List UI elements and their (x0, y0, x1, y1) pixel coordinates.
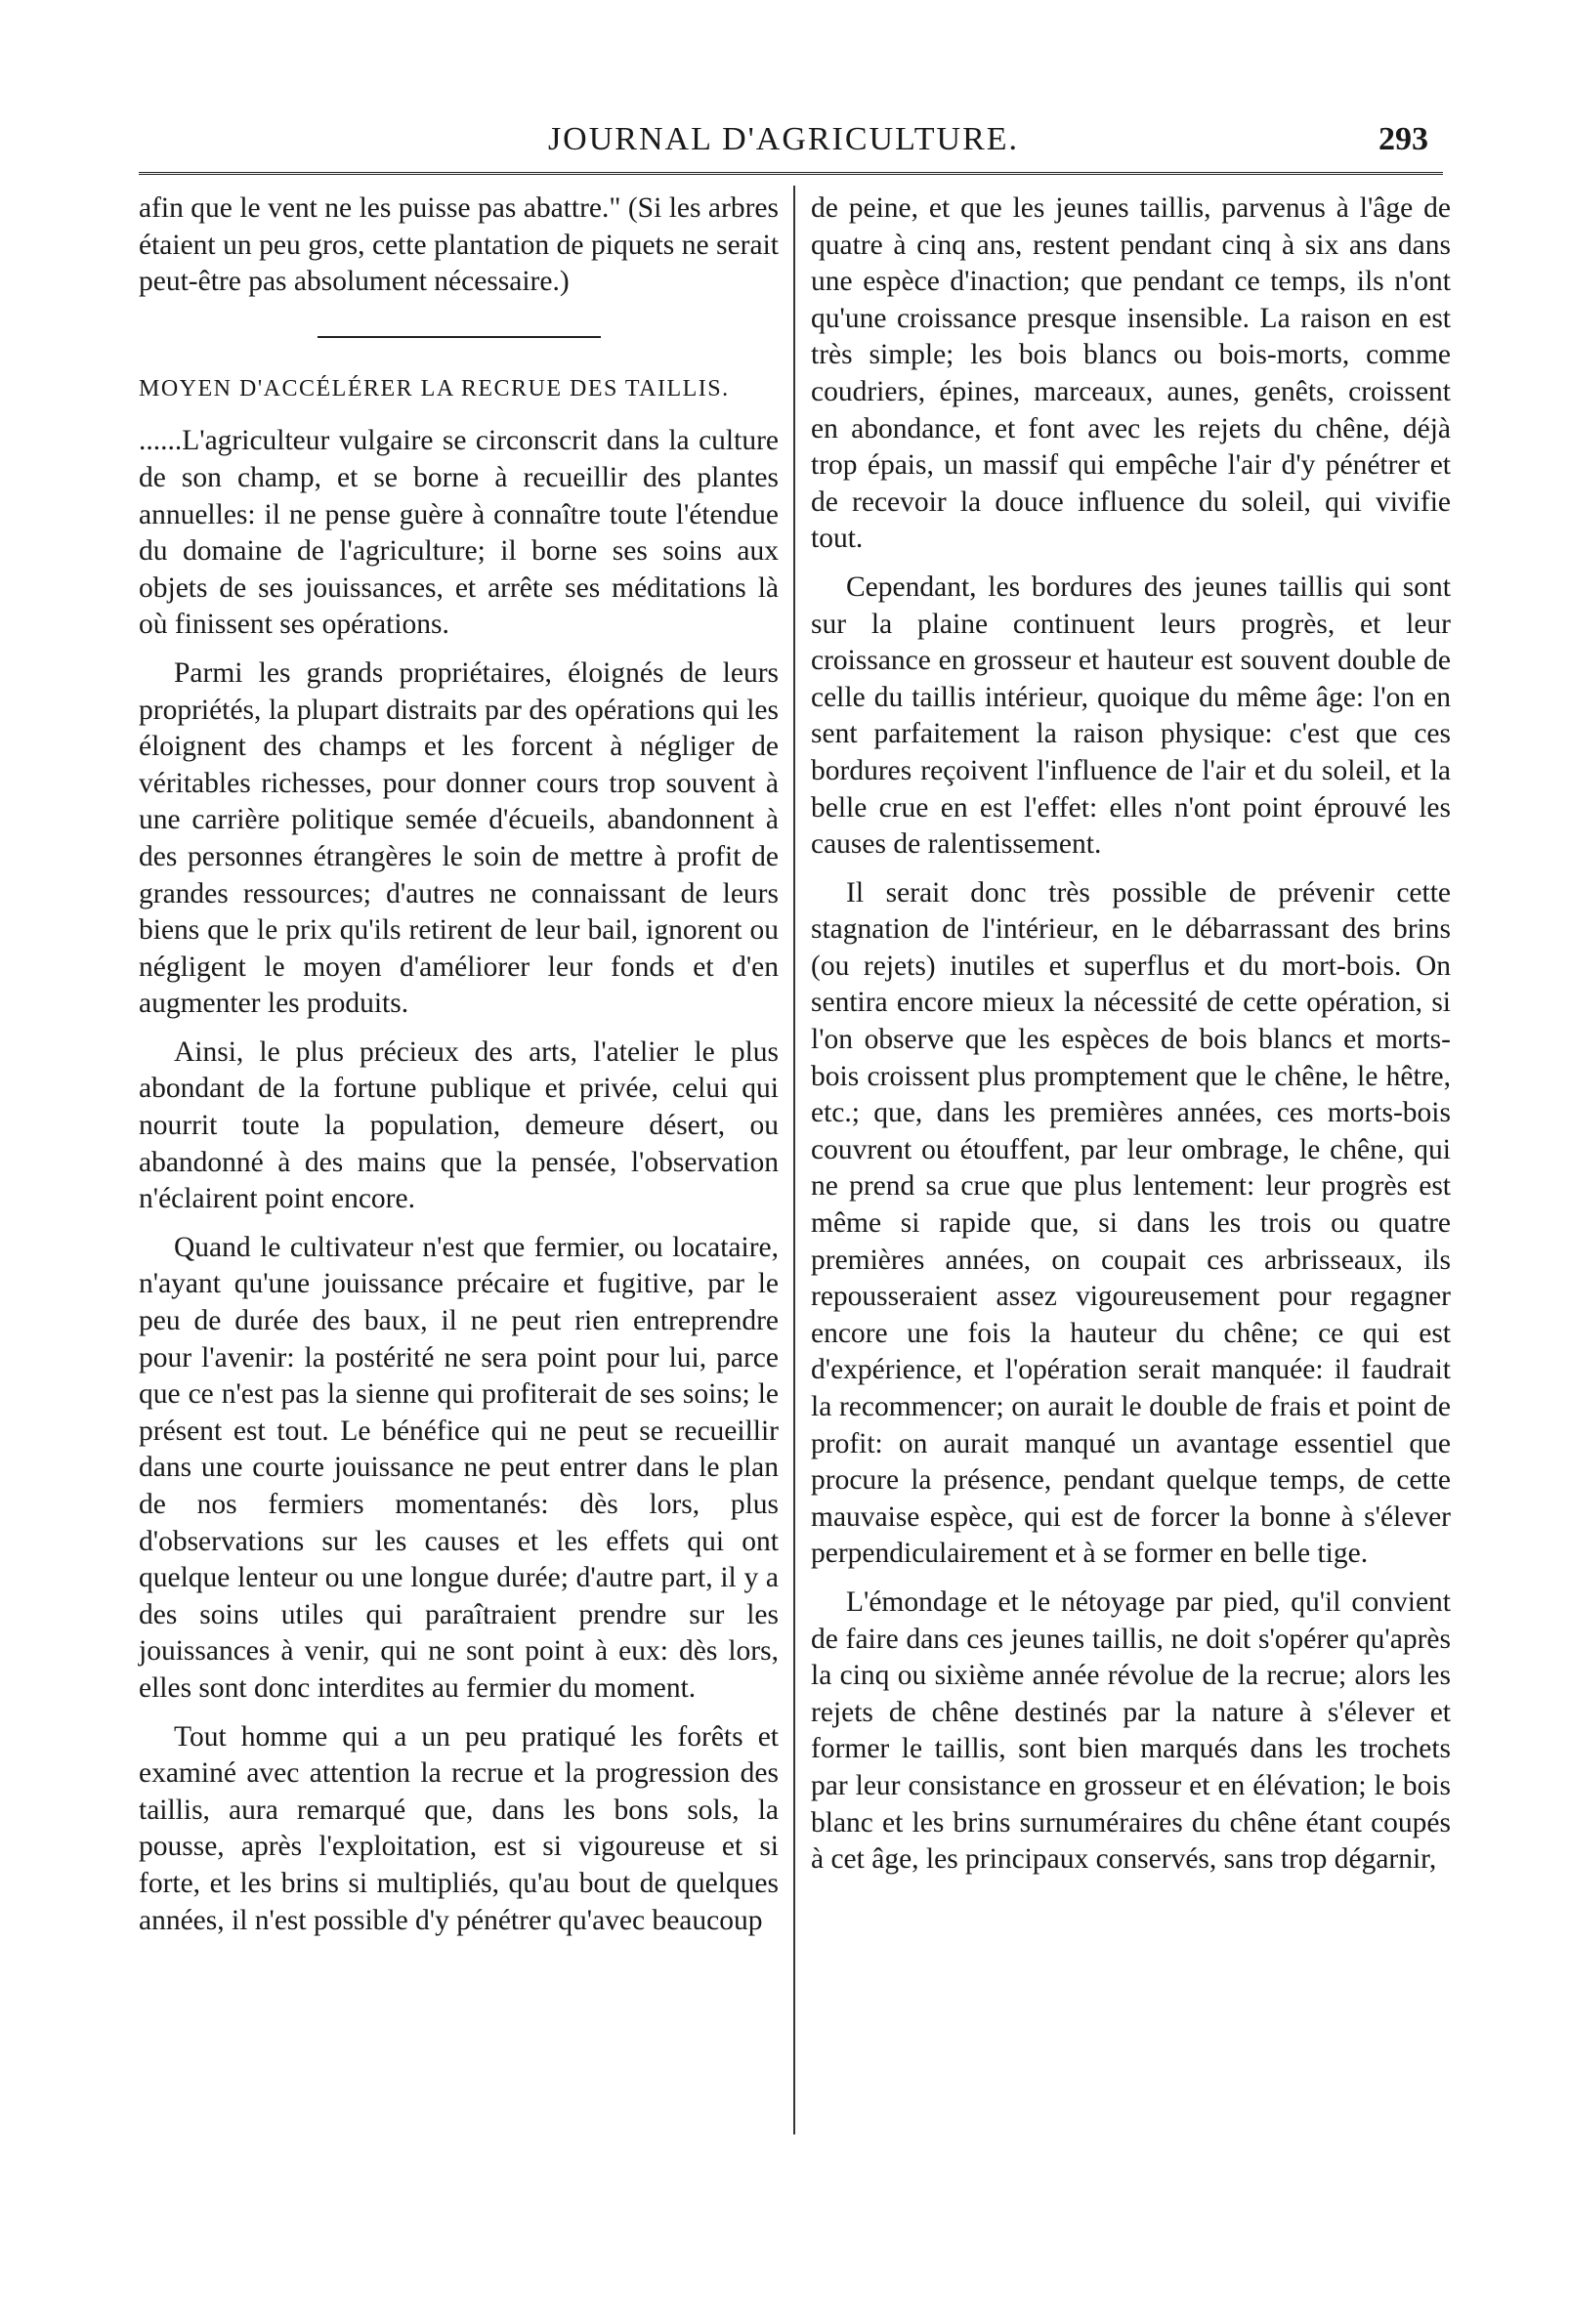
right-column (811, 190, 1451, 1890)
paragraph: Ainsi, le plus précieux des arts, l'atelier le plus abondant de la fortune publique et privée, celui qui nourrit toute la population, demeure désert, ou abandonné à des mains que la pensée, l'observation n'éclairent point encore. (139, 1035, 779, 1215)
page-number: 293 (1378, 121, 1428, 157)
running-title: JOURNAL D'AGRICULTURE. (547, 121, 1020, 157)
page-header (139, 113, 1428, 162)
paragraph: Tout homme qui a un peu pratiqué les forêts et examiné avec attention la recrue et la progression des taillis, aura remarqué que, dans les bons sols, la pousse, après l'exploitation, est si vigoureuse et si forte, et les brins si multipliés, qu'au bout de quelques années, il n'est possible d'y pénétrer qu'avec beaucoup (139, 1720, 779, 1936)
paragraph: Il serait donc très possible de prévenir cette stagnation de l'intérieur, en le débarrassant des brins (ou rejets) inutiles et superflus et du mort-bois. On sentira encore mieux la nécessité de cette opération, si l'on observe que les espèces de bois blancs et morts-bois croissent plus promptement que le chêne, le hêtre, etc.; que, dans les premières années, ces morts-bois couvrent ou étouffent, par leur ombrage, le chêne, qui ne prend sa crue que plus lentement: leur progrès est même si rapide que, si dans les trois ou quatre premières années, on coupait ces arbrisseaux, ils repousseraient assez vigoureusement pour regagner encore une fois la hauteur du chêne; ce qui est d'expérience, et l'opération serait manquée: il faudrait la recommencer; on aurait le double de frais et point de profit: on aurait manqué un avantage essentiel que procure la présence, pendant quelque temps, de cette mauvaise espèce, qui est de forcer la bonne à s'élever perpendiculairement et à se former en belle tige. (811, 876, 1451, 1570)
paragraph: afin que le vent ne les puisse pas abattre." (Si les arbres étaient un peu gros, cette plantation de piquets ne serait peut-être pas absolument nécessaire.) (139, 192, 779, 298)
section-title: MOYEN D'ACCÉLÉRER LA RECRUE DES TAILLIS. (139, 375, 730, 401)
paragraph: de peine, et que les jeunes taillis, parvenus à l'âge de quatre à cinq ans, restent pendant cinq à six ans dans une espèce d'inaction; que pendant ce temps, ils n'ont qu'une croissance presque insensible. La raison en est très simple; les bois blancs ou bois-morts, comme coudriers, épines, marceaux, aunes, genêts, croissent en abondance, et font avec les rejets du chêne, déjà trop épais, un massif qui empêche l'air d'y pénétrer et de recevoir la douce influence du soleil, qui vivifie tout. (811, 192, 1451, 555)
paragraph: Quand le cultivateur n'est que fermier, ou locataire, n'ayant qu'une jouissance précaire et fugitive, par le peu de durée des baux, il ne peut rien entreprendre pour l'avenir: la postérité ne sera point pour lui, parce que ce n'est pas la sienne qui profiterait de ses soins; le présent est tout. Le bénéfice qui ne peut se recueillir dans une courte jouissance ne peut entrer dans le plan de nos fermiers momentanés: dès lors, plus d'observations sur les causes et les effets qui ont quelque lenteur ou une longue durée; d'autre part, il y a des soins utiles qui paraîtraient prendre sur les jouissances à venir, qui ne sont point à eux: dès lors, elles sont donc interdites au fermier du moment. (139, 1231, 779, 1704)
left-column (139, 190, 779, 1951)
paragraph: L'émondage et le nétoyage par pied, qu'il convient de faire dans ces jeunes taillis, ne doit s'opérer qu'après la cinq ou sixième année révolue de la recrue; alors les rejets de chêne destinés par la nature à s'élever et former le taillis, sont bien marqués dans les trochets par leur consistance en grosseur et en élévation; le bois blanc et les brins surnuméraires du chêne étant coupés à cet âge, les principaux conservés, sans trop dégarnir, (811, 1585, 1451, 1876)
paragraph: ......L'agriculteur vulgaire se circonscrit dans la culture de son champ, et se borne à recueillir des plantes annuelles: il ne pense guère à connaître toute l'étendue du domaine de l'agriculture; il borne ses soins aux objets de ses jouissances, et arrête ses méditations là où finissent ses opérations. (139, 425, 779, 641)
column-divider (793, 186, 795, 2134)
paragraph: Cependant, les bordures des jeunes taillis qui sont sur la plaine continuent leurs progrès, et leur croissance en grosseur et hauteur est souvent double de celle du taillis intérieur, quoique du même âge: l'on en sent parfaitement la raison physique: c'est que ces bordures reçoivent l'influence de l'air et du soleil, et la belle crue en est l'effet: elles n'ont point éprouvé les causes de ralentissement. (811, 570, 1451, 861)
section-separator (318, 336, 601, 338)
header-rule (139, 172, 1443, 175)
paragraph: Parmi les grands propriétaires, éloignés de leurs propriétés, la plupart distraits par des opérations qui les éloignent des champs et les forcent à négliger de véritables richesses, pour donner cours trop souvent à une carrière politique semée d'écueils, abandonnent à des personnes étrangères le soin de mettre à profit de grandes ressources; d'autres ne connaissant de leurs biens que le prix qu'ils retirent de leur bail, ignorent ou négligent le moyen d'améliorer leur fonds et d'en augmenter les produits. (139, 656, 779, 1020)
